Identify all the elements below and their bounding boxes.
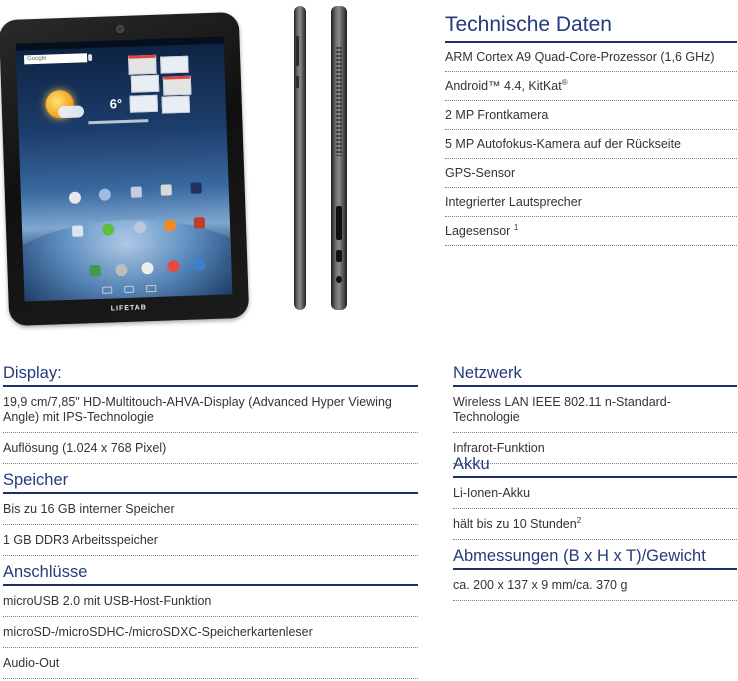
- spec-row: Integrierter Lautsprecher: [445, 188, 737, 217]
- spec-row: Li-Ionen-Akku: [453, 478, 737, 509]
- technical-data-heading: Technische Daten: [445, 12, 737, 43]
- news-widget: [128, 53, 196, 113]
- gallery-app-icon: [99, 188, 111, 200]
- spec-row: GPS-Sensor: [445, 159, 737, 188]
- spec-row: 19,9 cm/7,85" HD-Multitouch-AHVA-Display (Advanced Hyper Viewing Angle) mit IPS-Technologie: [3, 387, 418, 433]
- recent-nav-icon: [146, 285, 156, 292]
- brand-label: LIFETAB: [110, 304, 147, 313]
- network-heading: Netzwerk: [453, 363, 737, 387]
- micro-usb-port: [336, 250, 342, 262]
- spec-row: Audio-Out: [3, 648, 418, 679]
- tv-app-icon: [131, 186, 142, 197]
- store-app-icon: [72, 225, 83, 236]
- weather-location-line: [88, 119, 148, 124]
- dimensions-section: [453, 546, 737, 601]
- aldi-app-icon: [191, 182, 202, 193]
- spec-row: ca. 200 x 137 x 9 mm/ca. 370 g: [453, 570, 737, 601]
- spec-row: Auflösung (1.024 x 768 Pixel): [3, 433, 418, 464]
- spec-row: Lagesensor $^1$: [445, 217, 737, 246]
- audio-jack: [336, 276, 342, 283]
- storage-section: [3, 470, 418, 556]
- battery-heading: Akku: [453, 454, 737, 478]
- back-nav-icon: [102, 286, 112, 293]
- info-app-icon: [161, 184, 172, 195]
- spec-row: hält bis zu 10 Stunden$^2$: [453, 509, 737, 540]
- spec-row: Android™ 4.4, KitKat®: [445, 72, 737, 101]
- cloud-icon: [58, 105, 84, 118]
- spec-row: 2 MP Frontkamera: [445, 101, 737, 130]
- weather-temperature: 6°: [109, 96, 123, 112]
- display-section: [3, 363, 418, 464]
- speaker-grill: [336, 46, 342, 156]
- dock-app-icon: [89, 265, 100, 276]
- ports-heading: Anschlüsse: [3, 562, 418, 586]
- status-bar: [16, 36, 224, 50]
- spec-row: microUSB 2.0 mit USB-Host-Funktion: [3, 586, 418, 617]
- network-section: [453, 363, 737, 464]
- tablet-front-image: [0, 12, 249, 326]
- microsd-slot: [336, 206, 342, 240]
- storage-heading: Speicher: [3, 470, 418, 494]
- volume-button: [296, 36, 299, 66]
- battery-section: [453, 454, 737, 540]
- tablet-side-view-left: [294, 6, 306, 310]
- red-app-icon: [194, 217, 205, 228]
- dimensions-heading: Abmessungen (B x H x T)/Gewicht: [453, 546, 737, 570]
- display-heading: Display:: [3, 363, 418, 387]
- spec-row: 1 GB DDR3 Arbeitsspeicher: [3, 525, 418, 556]
- google-search-widget: Google: [24, 53, 87, 64]
- spec-row: microSD-/microSDHC-/microSDXC-Speicherkartenleser: [3, 617, 418, 648]
- tablet-screen: [16, 36, 233, 301]
- spec-row: Wireless LAN IEEE 802.11 n-Standard-Technologie: [453, 387, 737, 433]
- ports-section: [3, 562, 418, 679]
- front-camera: [116, 25, 124, 33]
- tablet-side-view-right: [331, 6, 347, 310]
- spec-row: 5 MP Autofokus-Kamera auf der Rückseite: [445, 130, 737, 159]
- play-app-icon: [69, 192, 81, 204]
- spec-row: ARM Cortex A9 Quad-Core-Prozessor (1,6 GHz): [445, 43, 737, 72]
- home-nav-icon: [124, 286, 134, 293]
- spec-row: Bis zu 16 GB interner Speicher: [3, 494, 418, 525]
- power-button: [296, 76, 299, 88]
- technical-data-section: [445, 12, 737, 246]
- microphone-icon: [88, 54, 92, 61]
- spec-row: Infrarot-Funktion: [453, 433, 737, 464]
